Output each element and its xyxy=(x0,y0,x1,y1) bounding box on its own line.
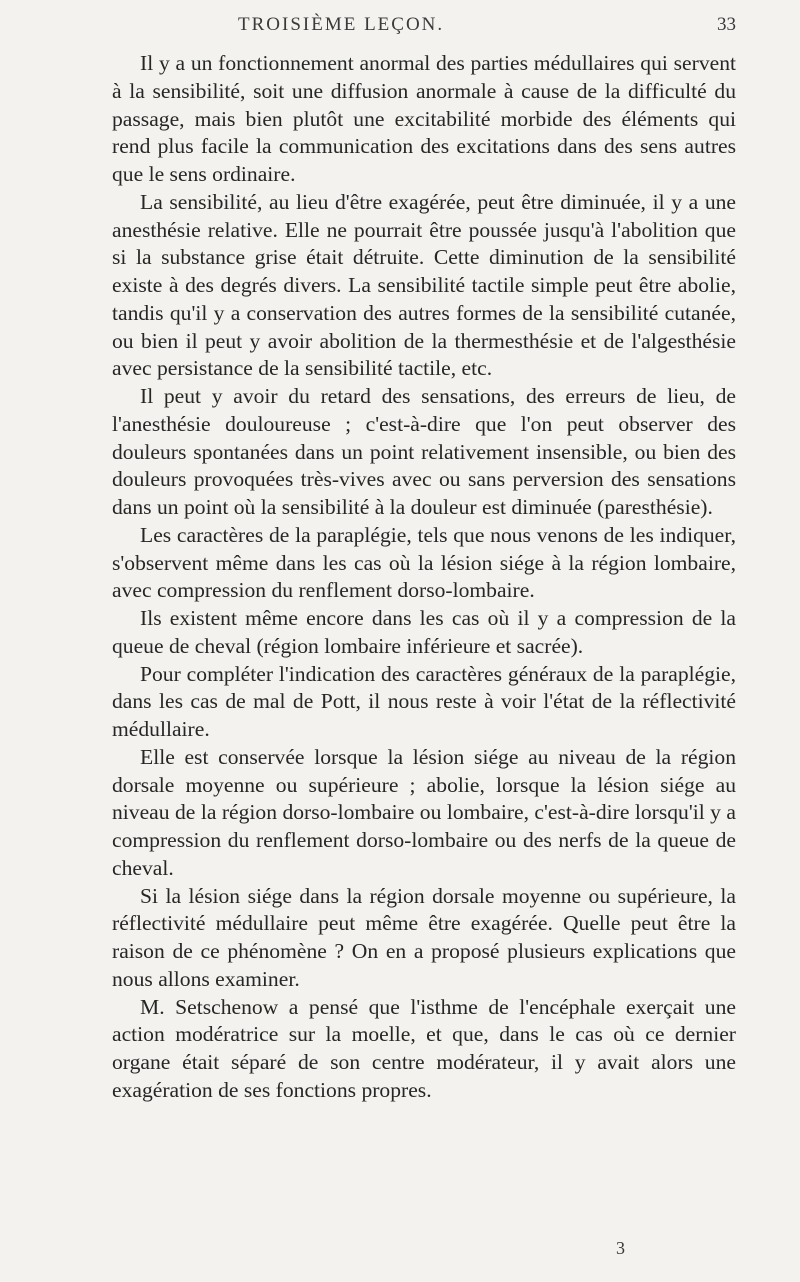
paragraph: M. Setschenow a pensé que l'isthme de l'encéphale exerçait une action modératrice sur la moelle, et que, dans le cas où ce dernier organe était séparé de son centre modérateur, il y avait alors une exagération de ses fonctions propres. xyxy=(112,994,736,1102)
paragraph: La sensibilité, au lieu d'être exagérée, peut être diminuée, il y a une anesthésie relative. Elle ne pourrait être poussée jusqu'à l'abolition que si la substance grise était détruite. Cette diminution de la sensibilité existe à des degrés divers. La sensibilité tactile simple peut être abolie, tandis qu'il y a conservation des autres formes de la sensibilité cutanée, ou bien il peut y avoir abolition de la thermesthésie et de l'algesthésie avec persistance de la sensibilité tactile, etc. xyxy=(112,189,736,381)
paragraph: Si la lésion siége dans la région dorsale moyenne ou supérieure, la réflectivité médullaire peut même être exagérée. Quelle peut être la raison de ce phénomène ? On en a proposé plusieurs explications que nous allons examiner. xyxy=(112,883,736,991)
signature-mark: 3 xyxy=(616,1238,625,1258)
paragraph: Les caractères de la paraplégie, tels que nous venons de les indiquer, s'observent même dans les cas où la lésion siége à la région lombaire, avec compression du renflement dorso-lombaire. xyxy=(112,522,736,603)
body-text xyxy=(112,50,736,1105)
paragraph: Ils existent même encore dans les cas où il y a compression de la queue de cheval (région lombaire inférieure et sacrée). xyxy=(112,606,736,658)
paragraph: Elle est conservée lorsque la lésion siége au niveau de la région dorsale moyenne ou supérieure ; abolie, lorsque la lésion siége au niveau de la région dorso-lombaire ou lombaire, c'est-à-dire lorsqu'il y a compression du renflement dorso-lombaire ou des nerfs de la queue de cheval. xyxy=(112,744,736,880)
paragraph: Pour compléter l'indication des caractères généraux de la paraplégie, dans les cas de mal de Pott, il nous reste à voir l'état de la réflectivité médullaire. xyxy=(112,661,736,741)
paragraph: Il peut y avoir du retard des sensations, des erreurs de lieu, de l'anesthésie douloureuse ; c'est-à-dire que l'on peut observer des douleurs spontanées dans un point relativement insensible, ou bien des douleurs provoquées très-vives avec ou sans perversion des sensations dans un point où la sensibilité à la douleur est diminuée (paresthésie). xyxy=(112,384,736,519)
page-number: 33 xyxy=(717,14,736,35)
running-title: TROISIÈME LEÇON. xyxy=(238,14,445,35)
running-head xyxy=(0,14,800,42)
paragraph: Il y a un fonctionnement anormal des parties médullaires qui servent à la sensibilité, soit une diffusion anormale à cause de la difficulté du passage, mais bien plutôt une excitabilité morbide des éléments qui rend plus facile la communication des excitations dans des sens autres que le sens ordinaire. xyxy=(112,51,736,186)
